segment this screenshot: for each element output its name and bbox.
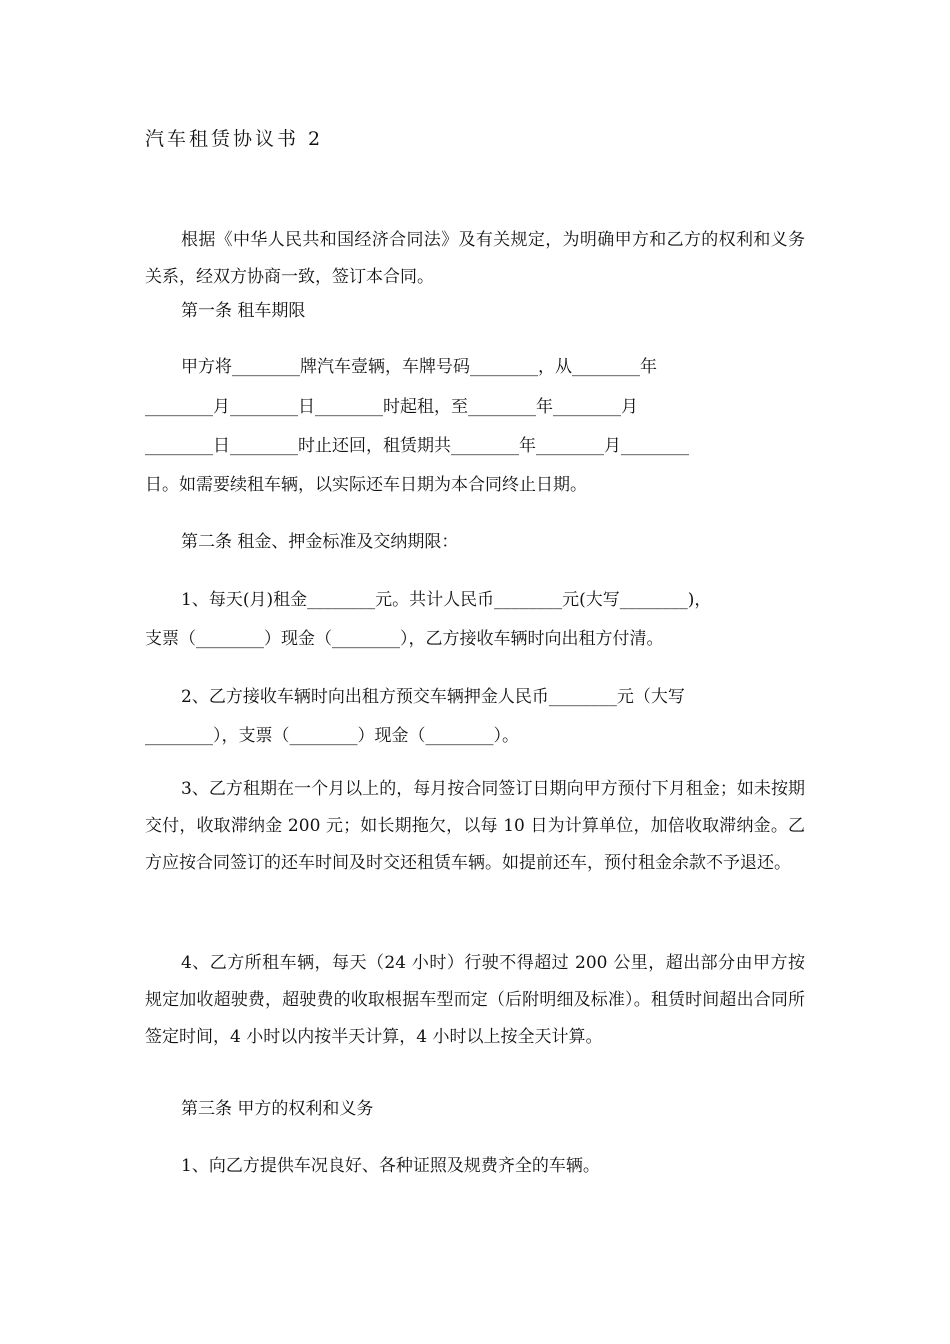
article2-heading: 第二条 租金、押金标准及交纳期限： (181, 532, 459, 552)
article1-heading: 第一条 租车期限 (181, 301, 306, 321)
article2-item3: 3、乙方租期在一个月以上的，每月按合同签订日期向甲方预付下月租金；如未按期交付，收取滞纳金 200 元；如长期拖欠，以每 10 日为计算单位，加倍收取滞纳金。乙方应按合同签订的还车时间及时交还租赁车辆。如提前还车，预付租金余款不予退还。 (145, 779, 805, 873)
article2-item1-line2: 支票（________）现金（________），乙方接收车辆时向出租方付清。 (145, 629, 664, 649)
document-title: 汽车租赁协议书 2 (145, 128, 324, 150)
intro-paragraph: 根据《中华人民共和国经济合同法》及有关规定，为明确甲方和乙方的权利和义务关系，经双方协商一致，签订本合同。 (145, 230, 805, 287)
article1-line3: ________日________时止还回，租赁期共________年________月________ (145, 436, 689, 456)
article2-item1-line1: 1、每天(月)租金________元。共计人民币________元(大写________)， (181, 590, 712, 610)
article3-heading: 第三条 甲方的权利和义务 (181, 1099, 374, 1119)
article1-line2: ________月________日________时起租，至________年________月 (145, 397, 638, 417)
article3-item1: 1、向乙方提供车况良好、各种证照及规费齐全的车辆。 (181, 1156, 600, 1176)
article1-line4: 日。如需要续租车辆，以实际还车日期为本合同终止日期。 (145, 475, 587, 495)
article1-line1: 甲方将________牌汽车壹辆，车牌号码________，从________年 (181, 357, 657, 377)
article2-item2-line1: 2、乙方接收车辆时向出租方预交车辆押金人民币________元（大写 (181, 687, 685, 707)
article2-item4: 4、乙方所租车辆，每天（24 小时）行驶不得超过 200 公里，超出部分由甲方按规定加收超驶费，超驶费的收取根据车型而定（后附明细及标准）。租赁时间超出合同所签定时间，4 小时以内按半天计算，4 小时以上按全天计算。 (145, 953, 805, 1047)
article2-item2-line2: ________），支票（________）现金（________）。 (145, 726, 519, 746)
